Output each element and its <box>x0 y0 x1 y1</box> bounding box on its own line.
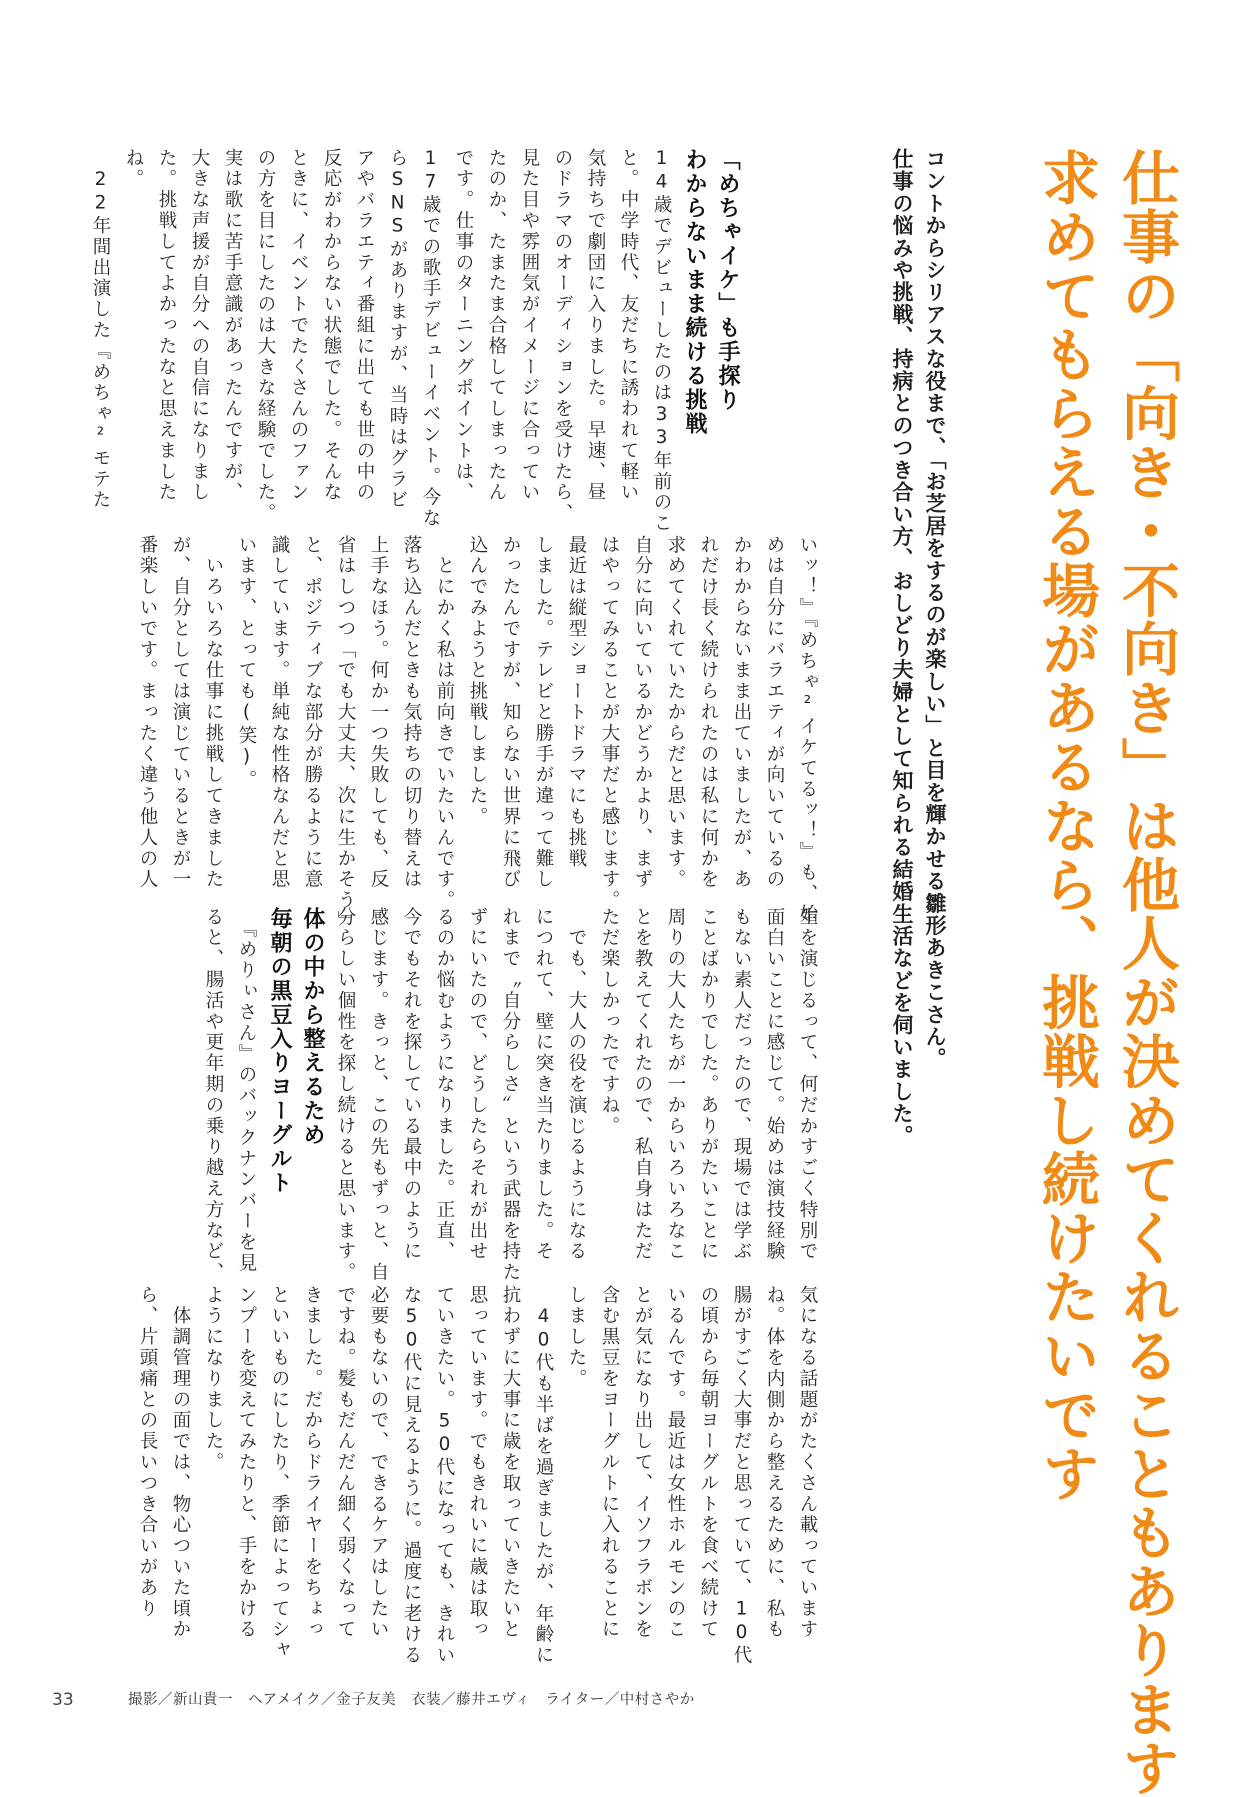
subhead-1-line-2: わからないまま続ける挑戦 <box>682 148 707 436</box>
body-line: 気持ちで劇団に入りました。早速、昼 <box>585 148 606 504</box>
body-line: 大きな声援が自分への自信になりまし <box>189 148 210 504</box>
body-line: 14歳でデビューしたのは33年前のこ <box>651 148 672 535</box>
body-line: 抗わずに大事に歳を取っていきたいと <box>500 1285 521 1641</box>
page-number: 33 <box>52 1690 74 1710</box>
body-line: とを教えてくれたので、私自身はただ <box>632 907 653 1263</box>
body-line: と。中学時代、友だちに誘われて軽い <box>618 148 639 504</box>
photo-credits: 撮影／新山貴一 ヘアメイク／金子友美 衣装／藤井エヴィ ライター／中村さやか <box>128 1692 695 1708</box>
body-line: のドラマのオーディションを受けたら、 <box>552 148 573 525</box>
body-line: たのか、たまたま合格してしまったん <box>486 148 507 504</box>
body-line: の頃から毎朝ヨーグルトを食べ続けて <box>698 1285 719 1641</box>
body-line: 最近は縦型ショートドラマにも挑戦 <box>566 535 587 870</box>
body-line: もない素人だったので、現場では学ぶ <box>731 907 752 1263</box>
body-line: 必要もないので、できるケアはしたい <box>368 1285 389 1641</box>
body-line: しました。 <box>566 1285 587 1390</box>
body-line: ンプーを変えてみたりと、手をかける <box>236 1285 257 1641</box>
body-line: ら、片頭痛との長いつき合いがあり <box>137 1285 158 1620</box>
body-line: 40代も半ばを過ぎましたが、年齢に <box>533 1285 554 1667</box>
body-line: 求めてくれていたからだと思います。 <box>665 535 686 891</box>
body-line: かわからないまま出ていましたが、あ <box>731 535 752 891</box>
body-line: 感じます。きっと、この先もずっと、自 <box>368 907 389 1284</box>
body-line: 分らしい個性を探し続けると思います。 <box>335 907 356 1284</box>
body-line: アやバラエティ番組に出ても世の中の <box>354 148 375 504</box>
body-line: めは自分にバラエティが向いているの <box>764 535 785 891</box>
column-2 <box>131 535 824 932</box>
body-line: ね。体を内側から整えるために、私も <box>764 1285 785 1641</box>
body-line: と、ポジティブな部分が勝るように意 <box>302 535 323 891</box>
body-line: 見た目や雰囲気がイメージに合ってい <box>519 148 540 504</box>
body-line: るのか悩むようになりました。正直、 <box>434 907 455 1263</box>
subhead-1-line-1: 「めちゃイケ」も手探り <box>715 148 740 412</box>
body-line: 体調管理の面では、物心ついた頃か <box>170 1285 191 1641</box>
column-1 <box>84 148 744 534</box>
body-line: ると、腸活や更年期の乗り越え方など、 <box>203 907 224 1284</box>
body-line: いッ！』『めちゃ²イケてるッ！』も、始 <box>797 535 818 926</box>
body-line: 識しています。単純な性格なんだと思 <box>269 535 290 891</box>
body-line: ね。 <box>123 148 144 190</box>
body-line: ただ楽しかったですね。 <box>599 907 620 1137</box>
body-line: ときに、イベントでたくさんのファン <box>288 148 309 504</box>
body-line: とにかく私は前向きでいたいんです。 <box>434 535 455 912</box>
body-line: らSNSがありますが、当時はグラビ <box>387 148 408 511</box>
body-line: の方を目にしたのは大きな経験でした。 <box>255 148 276 525</box>
body-line: 番楽しいです。まったく違う他人の人 <box>137 535 158 891</box>
subhead-2-line-2: 毎朝の黒豆入りヨーグルト <box>267 907 292 1195</box>
body-line: 今でもそれを探している最中のように <box>401 907 422 1263</box>
body-line: 『めりぃさん』のバックナンバーを見 <box>236 907 257 1274</box>
body-line: 生を演じるって、何だかすごく特別で <box>797 907 818 1263</box>
body-line: いろいろな仕事に挑戦してきました <box>203 535 224 891</box>
body-line: な50代に見えるように。過度に老ける <box>401 1285 422 1667</box>
body-line: 実は歌に苦手意識があったんですが、 <box>222 148 243 504</box>
body-line: ずにいたので、どうしたらそれが出せ <box>467 907 488 1263</box>
lead-line-1: コントからシリアスな役まで、「お芝居をするのが楽しい」と目を輝かせる雛形あきこさん。 <box>923 148 947 1070</box>
body-line: 周りの大人たちが一からいろいろなこ <box>665 907 686 1263</box>
body-line: 自分に向いているかどうかより、まず <box>632 535 653 891</box>
body-line: ですね。髪もだんだん細く弱くなって <box>335 1285 356 1641</box>
lead-paragraph <box>885 148 951 1147</box>
body-line: ようになりました。 <box>203 1285 224 1474</box>
body-line: 反応がわからない状態でした。そんな <box>321 148 342 504</box>
body-line: 上手なほう。何か一つ失敗しても、反 <box>368 535 389 891</box>
body-line: でも、大人の役を演じるようになる <box>566 907 587 1263</box>
page-footer <box>0 1690 1234 1710</box>
headline-line-1: 仕事の「向き・不向き」は他人が決めてくれることもあります <box>1112 148 1180 1797</box>
body-line: 含む黒豆をヨーグルトに入れることに <box>599 1285 620 1641</box>
headline-line-2: 求めてもらえる場があるなら、挑戦し続けたいです <box>1032 148 1100 1503</box>
body-line: しました。テレビと勝手が違って難し <box>533 535 554 891</box>
body-line: 省はしつつ「でも大丈夫、次に生かそう」 <box>335 535 356 933</box>
subhead-2-line-1: 体の中から整えるため <box>300 907 325 1147</box>
body-line: 思っています。でもきれいに歳は取っ <box>467 1285 488 1641</box>
body-line: かったんですが、知らない世界に飛び <box>500 535 521 891</box>
body-line: とが気になり出して、イソフラボンを <box>632 1285 653 1641</box>
body-line: きました。だからドライヤーをちょっ <box>302 1285 323 1641</box>
body-line: といいものにしたり、季節によってシャ <box>269 1285 290 1662</box>
body-line: 17歳での歌手デビューイベント。今な <box>420 148 441 530</box>
body-line: につれて、壁に突き当たりました。そ <box>533 907 554 1263</box>
body-line: 込んでみようと挑戦しました。 <box>467 535 488 828</box>
body-line: れまで〝自分らしさ〟という武器を持た <box>500 907 521 1284</box>
body-line: いるんです。最近は女性ホルモンのこ <box>665 1285 686 1641</box>
body-line: た。挑戦してよかったなと思えました <box>156 148 177 504</box>
body-line: 腸がすごく大事だと思っていて、10代 <box>731 1285 752 1667</box>
body-line: はやってみることが大事だと感じます。 <box>599 535 620 912</box>
body-line: です。仕事のターニングポイントは、 <box>453 148 474 504</box>
column-4 <box>131 1285 824 1666</box>
body-line: 気になる話題がたくさん載っています <box>797 1285 818 1641</box>
body-line: 落ち込んだときも気持ちの切り替えは <box>401 535 422 891</box>
column-3 <box>197 907 824 1283</box>
body-line: れだけ長く続けられたのは私に何かを <box>698 535 719 891</box>
body-line: 面白いことに感じて。始めは演技経験 <box>764 907 785 1263</box>
body-line: ことばかりでした。ありがたいことに <box>698 907 719 1263</box>
body-line: が、自分としては演じているときが一 <box>170 535 191 891</box>
body-line: 22年間出演した『めちゃ²モテた <box>90 148 111 511</box>
lead-line-2: 仕事の悩みや挑戦、持病とのつき合い方、おしどり夫婦として知られる結婚生活などを伺いました。 <box>890 148 914 1147</box>
headline <box>1026 148 1186 1797</box>
body-line: います、とっても(笑)。 <box>236 535 257 791</box>
body-line: ていきたい。50代になっても、きれい <box>434 1285 455 1667</box>
